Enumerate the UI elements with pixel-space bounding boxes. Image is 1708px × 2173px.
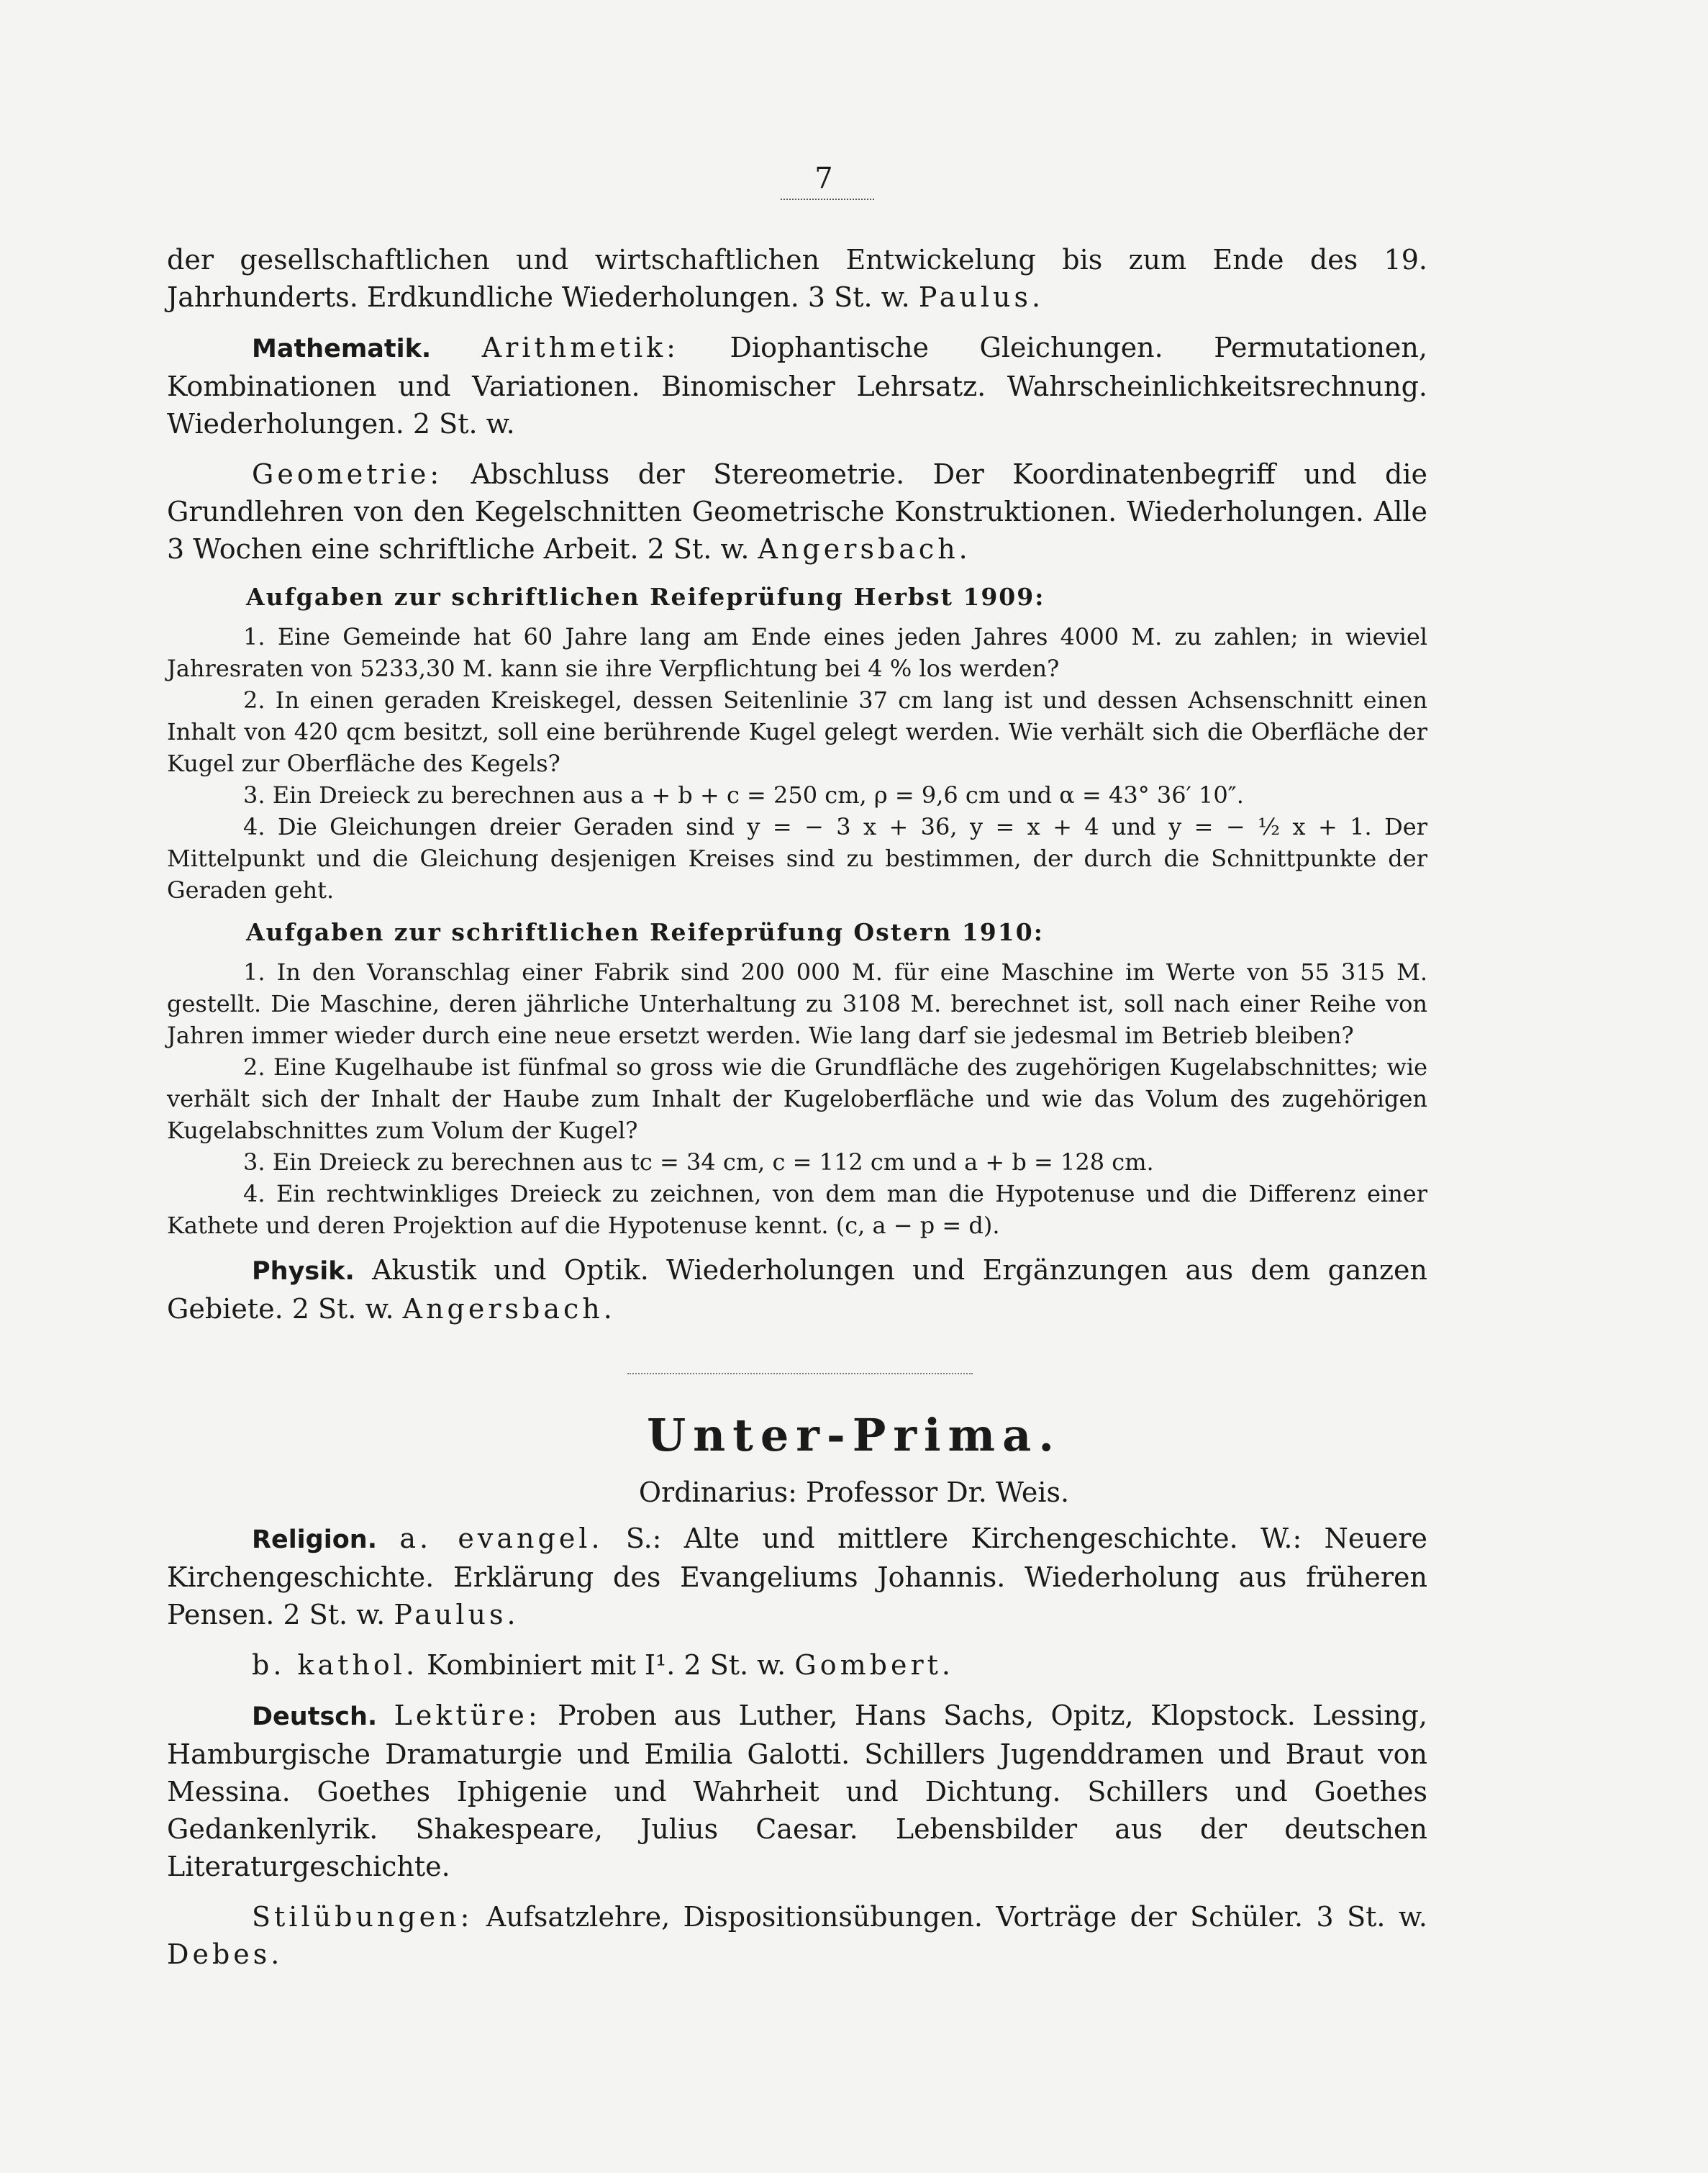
- stiluebungen-label: Stilübungen:: [252, 1901, 473, 1933]
- religion-b-label: b. kathol.: [252, 1649, 419, 1681]
- geometrie-paragraph: [167, 455, 1427, 568]
- arithmetik-label: Arithmetik:: [481, 332, 679, 363]
- exam-heading-1909: Aufgaben zur schriftlichen Reifeprüfung Herbst 1909:: [246, 583, 1045, 611]
- geometrie-text: Abschluss der Stereometrie. Der Koordinatenbegriff und die Grundlehren von den Kegelschnitten Geometrische Konstruktionen. Wiederholungen. Alle 3 Wochen eine schriftliche Arbeit. 2 St. w.: [167, 458, 1427, 565]
- physik-label: Physik.: [252, 1257, 355, 1286]
- exam-item: 4. Die Gleichungen dreier Geraden sind y = − 3 x + 36, y = x + 4 und y = − ½ x + 1. Der Mittelpunkt und die Gleichung desjenigen Kreises sind zu bestimmen, der durch die Schnittpunkte der Geraden geht.: [167, 813, 1427, 904]
- religion-b-teacher: Gombert.: [794, 1649, 954, 1681]
- exam-item: 4. Ein rechtwinkliges Dreieck zu zeichnen, von dem man die Hypotenuse und die Differenz einer Kathete und deren Projektion auf die Hypotenuse kennt. (c, a − p = d).: [167, 1180, 1427, 1239]
- intro-text: der gesellschaftlichen und wirtschaftlichen Entwickelung bis zum Ende des 19. Jahrhunderts. Erdkundliche Wiederholungen. 3 St. w.: [167, 244, 1427, 313]
- intro-paragraph: [167, 241, 1427, 316]
- exam-list-1910: [167, 956, 1427, 1241]
- physik-paragraph: [167, 1251, 1427, 1328]
- exam-item: 1. Eine Gemeinde hat 60 Jahre lang am Ende eines jeden Jahres 4000 M. zu zahlen; in wieviel Jahresraten von 5233,30 M. kann sie ihre Verpflichtung bei 4 % los werden?: [167, 623, 1427, 682]
- religion-b-text: Kombiniert mit I¹. 2 St. w.: [427, 1649, 786, 1681]
- ordinarius-line: [0, 1474, 1708, 1511]
- section-title: Unter-Prima.: [647, 1409, 1061, 1461]
- stiluebungen-text: Aufsatzlehre, Dispositionsübungen. Vorträge der Schüler. 3 St. w.: [486, 1901, 1427, 1933]
- mathematik-paragraph: [167, 329, 1427, 443]
- ordinarius-label: Ordinarius:: [638, 1476, 797, 1508]
- arithmetik-text: Diophantische Gleichungen. Permutationen, Kombinationen und Variationen. Binomischer Lehrsatz. Wahrscheinlichkeitsrechnung. Wiederholungen. 2 St. w.: [167, 332, 1427, 440]
- exam-item: 2. In einen geraden Kreiskegel, dessen Seitenlinie 37 cm lang ist und dessen Achsenschnitt einen Inhalt von 420 qcm besitzt, soll eine berührende Kugel gelegt werden. Wie verhält sich die Oberfläche der Kugel zur Oberfläche des Kegels?: [167, 686, 1427, 777]
- lektuere-label: Lektüre:: [394, 1700, 541, 1731]
- page-number-ornament: [781, 199, 874, 204]
- religion-a-text: S.: Alte und mittlere Kirchengeschichte. W.: Neuere Kirchengeschichte. Erklärung des Evangeliums Johannis. Wiederholung aus früheren Pensen. 2 St. w.: [167, 1523, 1427, 1630]
- deutsch-label: Deutsch.: [252, 1702, 378, 1731]
- stiluebungen-teacher: Debes.: [167, 1938, 283, 1970]
- exam-item: 3. Ein Dreieck zu berechnen aus a + b + c = 250 cm, ρ = 9,6 cm und α = 43° 36′ 10″.: [243, 781, 1244, 809]
- lower-text-block: [167, 1520, 1427, 1986]
- physik-text: Akustik und Optik. Wiederholungen und Ergänzungen aus dem ganzen Gebiete. 2 St. w.: [167, 1254, 1427, 1325]
- religion-a-label: a. evangel.: [399, 1523, 604, 1554]
- section-divider: [627, 1373, 973, 1374]
- religion-paragraph: [167, 1520, 1427, 1633]
- intro-teacher: Paulus.: [918, 281, 1045, 313]
- religion-b-paragraph: [167, 1646, 1427, 1684]
- page-number: 7: [814, 162, 833, 195]
- deutsch-paragraph: [167, 1697, 1427, 1885]
- upper-text-block: [167, 241, 1427, 1340]
- exam-item: 2. Eine Kugelhaube ist fünfmal so gross wie die Grundfläche des zugehörigen Kugelabschnittes; wie verhält sich der Inhalt der Haube zum Inhalt der Kugeloberfläche und wie das Volum des zugehörigen Kugelabschnittes zum Volum der Kugel?: [167, 1053, 1427, 1144]
- religion-a-teacher: Paulus.: [394, 1599, 519, 1630]
- physik-teacher: Angersbach.: [402, 1293, 616, 1325]
- exam-item: 1. In den Voranschlag einer Fabrik sind 200 000 M. für eine Maschine im Werte von 55 315 M. gestellt. Die Maschine, deren jährliche Unterhaltung zu 3108 M. berechnet ist, soll nach einer Reihe von Jahren immer wieder durch eine neue ersetzt werden. Wie lang darf sie jedesmal im Betrieb bleiben?: [167, 958, 1427, 1049]
- geometrie-label: Geometrie:: [252, 458, 443, 490]
- exam-list-1909: [167, 621, 1427, 906]
- geometrie-teacher: Angersbach.: [758, 533, 971, 565]
- stiluebungen-paragraph: [167, 1898, 1427, 1973]
- religion-label: Religion.: [252, 1525, 377, 1554]
- exam-item: 3. Ein Dreieck zu berechnen aus tc = 34 cm, c = 112 cm und a + b = 128 cm.: [243, 1148, 1154, 1176]
- exam-heading-1910: Aufgaben zur schriftlichen Reifeprüfung Ostern 1910:: [246, 918, 1044, 946]
- lektuere-text: Proben aus Luther, Hans Sachs, Opitz, Klopstock. Lessing, Hamburgische Dramaturgie und Emilia Galotti. Schillers Jugenddramen und Braut von Messina. Goethes Iphigenie und Wahrheit und Dichtung. Schillers und Goethes Gedankenlyrik. Shakespeare, Julius Caesar. Lebensbilder aus der deutschen Literaturgeschichte.: [167, 1700, 1427, 1882]
- mathematik-label: Mathematik.: [252, 335, 432, 363]
- ordinarius-name: Professor Dr. Weis.: [806, 1476, 1070, 1508]
